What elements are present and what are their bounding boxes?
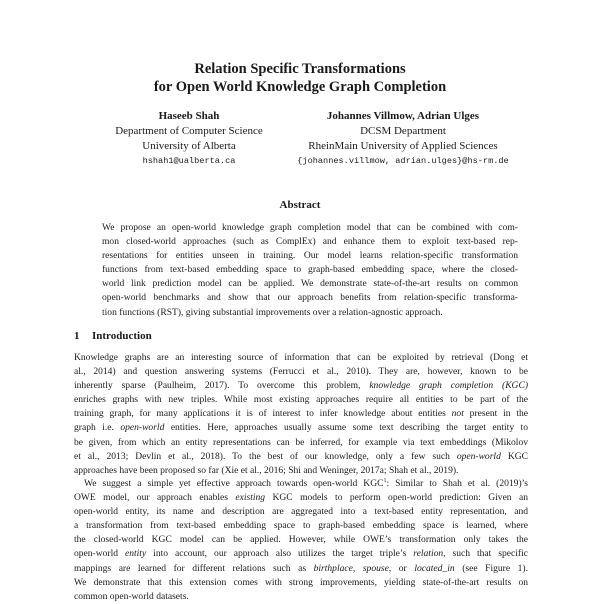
author-institution: University of Alberta bbox=[142, 140, 236, 152]
author-department: DCSM Department bbox=[360, 125, 446, 137]
author-block-1 bbox=[113, 109, 265, 169]
text-run: (see Figure 1). bbox=[454, 562, 528, 574]
text-line: enriches graphs with new triples. While most existing approaches require all entities to be part of the bbox=[74, 394, 528, 406]
emphasis: located_in bbox=[414, 562, 455, 574]
intro-paragraph-1 bbox=[74, 351, 528, 478]
abstract-heading: Abstract bbox=[279, 199, 321, 211]
text-run: KGC models to perform open-world prediction: Given an bbox=[265, 492, 528, 504]
text-run: mappings are learned for different relations such as bbox=[74, 562, 314, 574]
emphasis: relation bbox=[413, 548, 444, 560]
text-run: OWE model, our approach enables bbox=[74, 492, 236, 504]
text-run: inherently sparse (Paulheim, 2017). To overcome this problem, bbox=[74, 380, 370, 392]
abstract-line: open-world benchmarks and show that our approach benefits from relation-specific transforma- bbox=[102, 292, 518, 304]
text-run: , or bbox=[388, 562, 415, 574]
text-run: open-world bbox=[74, 548, 125, 560]
author-block-2 bbox=[280, 109, 526, 169]
text-run: : Similar to Shah et al. (2019)’s bbox=[386, 478, 528, 489]
emphasis: entity bbox=[124, 548, 147, 560]
author-email[interactable]: hshah1@ualberta.ca bbox=[142, 156, 236, 166]
text-line bbox=[74, 421, 528, 435]
text-line: Knowledge graphs are an interesting source of information that can be exploited by retrieval (Dong et bbox=[74, 352, 528, 363]
text-run: et al., 2013; Devlin et al., 2018). To the best of our knowledge, only a few such bbox=[74, 450, 457, 462]
text-line bbox=[74, 547, 528, 561]
text-run: , bbox=[352, 562, 363, 574]
abstract-line: tion functions (RST), giving substantial improvements over a relation-agnostic approach. bbox=[102, 306, 443, 318]
abstract-line: resentations for entities unseen in training. Our model learns relation-specific transformation bbox=[102, 250, 518, 262]
text-run: into account, our approach also utilizes the target triple’s bbox=[146, 548, 414, 560]
text-run: entities. Here, approaches usually assume some text describing the target entity to bbox=[164, 422, 528, 434]
intro-paragraph-2 bbox=[74, 477, 528, 604]
footnote-marker[interactable]: 1 bbox=[383, 477, 387, 484]
author-name: Haseeb Shah bbox=[158, 110, 220, 122]
text-line bbox=[74, 562, 528, 576]
text-line bbox=[74, 450, 528, 464]
text-line: common open-world datasets. bbox=[74, 590, 189, 602]
author-department: Department of Computer Science bbox=[115, 125, 263, 137]
text-line: be given, from which an entity representations can be inferred, for example via text embeddings (Mikolov bbox=[74, 436, 528, 448]
author-name: Johannes Villmow, Adrian Ulges bbox=[326, 110, 480, 122]
text-line: approaches have been proposed so far (Xie et al., 2016; Shi and Weninger, 2017a; Shah et al., 2019). bbox=[74, 464, 459, 476]
section-title: Introduction bbox=[92, 330, 152, 342]
text-line: open-world entity, its name and description are aggregated into a text-based entity representation, and bbox=[74, 506, 528, 518]
text-line bbox=[74, 491, 528, 505]
text-run: We suggest a simple yet effective approach towards open-world KGC bbox=[84, 478, 384, 489]
author-email[interactable]: {johannes.villmow, adrian.ulges}@hs-rm.de bbox=[297, 156, 509, 166]
text-run: KGC bbox=[500, 450, 528, 462]
emphasis: existing bbox=[235, 492, 266, 504]
abstract-line: world link prediction model can be applied. We demonstrate state-of-the-art results on common bbox=[102, 278, 518, 290]
text-line: al., 2014) and question answering systems (Ferrucci et al., 2010). They are, however, known to be bbox=[74, 366, 528, 378]
paper-title-line-1: Relation Specific Transformations bbox=[194, 61, 406, 77]
text-run: graph i.e. bbox=[74, 422, 121, 434]
text-line: a transformation from text-based embedding space to graph-based embedding space is learned, where bbox=[74, 520, 528, 532]
emphasis: open-world bbox=[456, 450, 501, 462]
text-run: training graph, for many applications it is of interest to infer knowledge about entities bbox=[74, 408, 452, 420]
text-run: , such that specific bbox=[443, 548, 528, 560]
section-heading-introduction bbox=[74, 330, 152, 342]
abstract-text bbox=[102, 221, 518, 320]
text-line: We demonstrate that this extension comes with strong improvements, yielding state-of-the-art results on bbox=[74, 576, 528, 588]
text-run: present in the bbox=[463, 408, 528, 420]
text-line bbox=[74, 379, 528, 393]
emphasis: spouse bbox=[362, 562, 389, 574]
abstract-line: We propose an open-world knowledge graph completion model that can be combined with com- bbox=[102, 222, 518, 233]
paper-title-line-2: for Open World Knowledge Graph Completion bbox=[153, 79, 447, 95]
text-line: the closed-world KGC model can be applied. However, while OWE’s transformation only takes the bbox=[74, 534, 528, 546]
emphasis: knowledge graph completion (KGC) bbox=[369, 380, 528, 392]
abstract-line: mon closed-world approaches (such as ComplEx) and enhance them to exploit text-based rep- bbox=[102, 236, 518, 248]
text-line bbox=[74, 477, 528, 491]
section-number: 1 bbox=[74, 330, 80, 342]
emphasis: open-world bbox=[120, 422, 165, 434]
author-institution: RheinMain University of Applied Sciences bbox=[308, 140, 498, 152]
text-line bbox=[74, 407, 528, 421]
abstract-line: functions from text-based embedding space to graph-based embedding space, where the closed- bbox=[102, 264, 518, 276]
emphasis: not bbox=[451, 408, 464, 420]
emphasis: birthplace bbox=[313, 562, 353, 574]
